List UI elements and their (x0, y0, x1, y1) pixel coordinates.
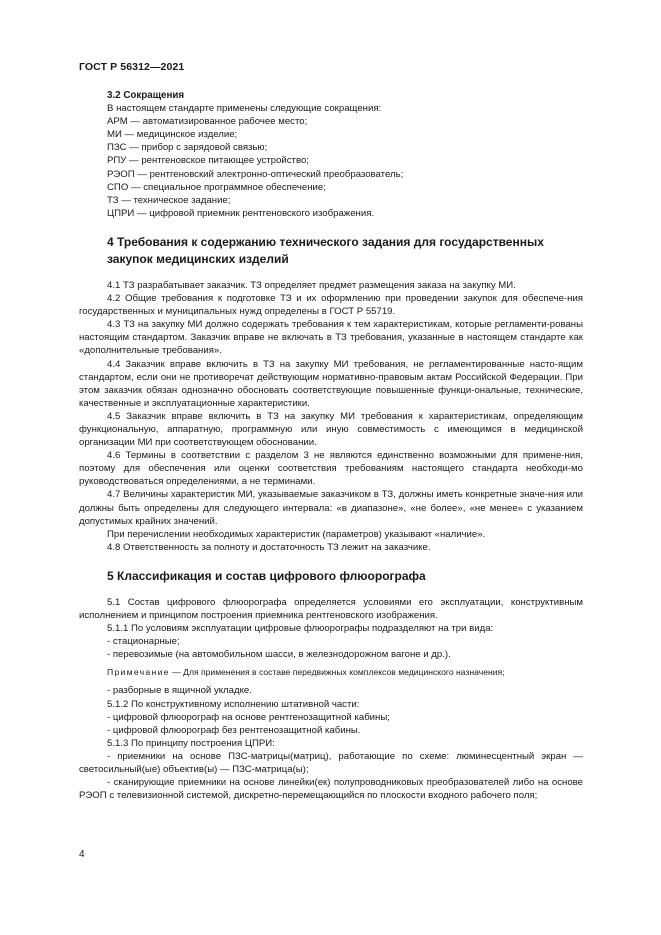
abbrev-item: ТЗ — техническое задание; (107, 194, 231, 206)
abbrev-item: РПУ — рентгеновское питающее устройство; (107, 155, 309, 167)
note-text: — Для применения в составе передвижных комплексов медицинского назначения; (169, 667, 505, 678)
list-item: - перевозимые (на автомобильном шасси, в железнодорожном вагоне и др.). (107, 649, 451, 661)
abbrev-intro: В настоящем стандарте применены следующие сокращения: (107, 103, 382, 115)
paragraph-4-7: 4.7 Величины характеристик МИ, указываемые заказчиком в ТЗ, должны иметь конкретные значе-ния или должны быть определены для следующего интервала: «в диапазоне», «не более», «не менее» с указанием допустимых крайних значений. (79, 489, 583, 527)
section-4-title-line2: закупок медицинских изделий (107, 251, 289, 266)
abbrev-item: РЭОП — рентгеновский электронно-оптический преобразователь; (107, 168, 404, 180)
note (79, 666, 583, 679)
abbrev-item: СПО — специальное программное обеспечение; (107, 181, 326, 193)
list-item: - разборные в ящичной укладке. (107, 685, 252, 697)
list-item: - цифровой флюорограф на основе рентгенозащитной кабины; (107, 711, 390, 723)
list-item: - стационарные; (107, 636, 180, 648)
list-item: - сканирующие приемники на основе линейки(ек) полупроводниковых преобразователей либо на основе РЭОП с телевизионной системой, дискретно-перемещающийся по плоскости входного рабочего поля; (79, 777, 583, 802)
paragraph-4-6: 4.6 Термины в соответствии с разделом 3 не являются единственно возможными для примене-ния, поэтому для обеспечения или оценки соответствия требованиям настоящего стандарта необходи-мо руководствоваться определениями, а не терминами. (79, 450, 583, 488)
abbrev-item: ПЗС — прибор с зарядовой связью; (107, 142, 268, 154)
paragraph-4-2: 4.2 Общие требования к подготовке ТЗ и их оформлению при проведении закупок для обеспече-ния государственных и муниципальных нужд определены в ГОСТ Р 55719. (79, 293, 583, 318)
abbrev-item: АРМ — автоматизированное рабочее место; (107, 116, 308, 128)
paragraph-4-7-note: При перечислении необходимых характеристик (параметров) указывают «наличие». (107, 528, 486, 540)
paragraph-5-1-2: 5.1.2 По конструктивному исполнению штативной части: (107, 698, 360, 710)
paragraph-5-1: 5.1 Состав цифрового флюорографа определяется условиями его эксплуатации, конструктивным исполнением и принципом построения приемника рентгеновского изображения. (79, 596, 583, 621)
page-number: 4 (79, 849, 85, 860)
abbrev-item: ЦПРИ — цифровой приемник рентгеновского изображения. (107, 207, 375, 219)
paragraph-4-4: 4.4 Заказчик вправе включить в ТЗ на закупку МИ требования, не регламентированные насто-ящим стандартом, если они не противоречат действующим нормативно-правовым актам Российской Федерации. При этом заказчик обязан однозначно обосновать соответствующие повышенные функци-ональные, технические, качественные и эксплуатационные характеристики. (79, 358, 583, 409)
section-5-title: 5 Классификация и состав цифрового флюорографа (107, 568, 426, 583)
paragraph-4-8: 4.8 Ответственность за полноту и достаточность ТЗ лежит на заказчике. (107, 541, 431, 553)
paragraph-5-1-1: 5.1.1 По условиям эксплуатации цифровые флюорографы подразделяют на три вида: (107, 623, 494, 635)
document-header: ГОСТ Р 56312—2021 (79, 61, 185, 73)
paragraph-5-1-3: 5.1.3 По принципу построения ЦПРИ: (107, 737, 275, 749)
note-label: Примечание (107, 667, 170, 678)
page-body (79, 89, 583, 802)
paragraph-4-5: 4.5 Заказчик вправе включить в ТЗ на закупку МИ требования к характеристикам, определяющим функциональную, аппаратную, программную или иную совместимость с имеющимся в медицинской организации МИ при соответствующем обосновании. (79, 410, 583, 449)
subsection-title-3-2: 3.2 Сокращения (107, 90, 185, 101)
abbrev-item: МИ — медицинское изделие; (107, 129, 238, 141)
paragraph-4-1: 4.1 ТЗ разрабатывает заказчик. ТЗ определяет предмет размещения заказа на закупку МИ. (107, 279, 516, 291)
paragraph-4-3: 4.3 ТЗ на закупку МИ должно содержать требования к тем характеристикам, которые регламенти-рованы настоящим стандартом. Заказчик вправе не включать в ТЗ требования, указанные в настоящем стандарте как «дополнительные требования». (79, 319, 583, 357)
list-item: - цифровой флюорограф без рентгенозащитной кабины. (107, 724, 361, 736)
section-4-title-line1: 4 Требования к содержанию технического задания для государственных (107, 234, 544, 249)
list-item: - приемники на основе ПЗС-матрицы(матриц), работающие по схеме: люминесцентный экран — светосильный(ые) объектив(ы) — ПЗС-матрица(ы); (79, 750, 583, 776)
